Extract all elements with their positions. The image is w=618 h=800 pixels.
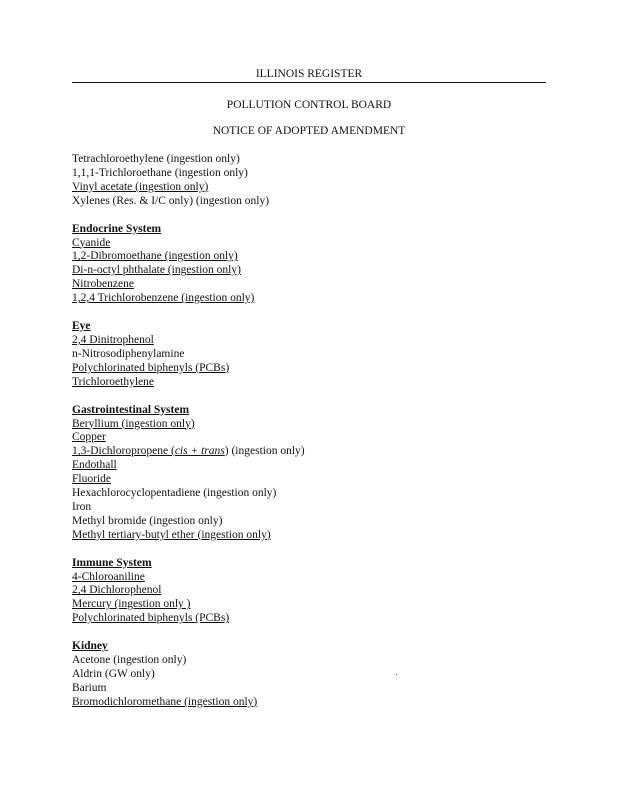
list-item: 2,4 Dinitrophenol [72,333,154,346]
list-item [72,529,546,543]
list-item: Methyl bromide (ingestion only) [72,514,223,527]
list-item: Copper [72,431,106,444]
list-item: Iron [72,500,92,513]
list-item: Tetrachloroethylene (ingestion only) [72,153,240,165]
list-item: Aldrin (GW only) [72,668,155,680]
list-item: Endothall [72,459,117,472]
list-item [72,362,546,376]
section-heading: Kidney [72,640,108,653]
section-eye [72,320,546,390]
section-heading: Gastrointestinal System [72,403,190,416]
list-item: Fluoride [72,473,111,486]
list-item: n-Nitrosodiphenylamine [72,347,185,360]
list-item: Polychlorinated biphenyls (PCBs) [72,612,230,625]
section-heading: Eye [72,320,91,333]
list-item-text: Methyl tertiary-butyl ether (ingestion only) [72,528,271,541]
section-endocrine [72,223,546,306]
scan-speck [396,674,397,675]
section-gastrointestinal [72,404,546,543]
list-item: 1,2,4 Trichlorobenzene (ingestion only) [72,292,255,305]
board-name: POLLUTION CONTROL BOARD [226,99,392,111]
list-item-suffix: ) (ingestion only) [224,445,305,458]
intro-list [72,153,546,209]
list-item: Acetone (ingestion only) [72,654,187,667]
list-item-italic: cis + trans [174,445,225,458]
notice-title: NOTICE OF ADOPTED AMENDMENT [212,125,406,137]
list-item: Barium [72,681,107,694]
list-item: Bromodichloromethane (ingestion only) [72,695,258,708]
list-item-text: Polychlorinated biphenyls (PCBs) [72,361,230,374]
list-item: Nitrobenzene [72,278,134,291]
list-item: Di-n-octyl phthalate (ingestion only) [72,264,241,277]
list-item: Mercury (ingestion only ) [72,598,191,611]
section-kidney [72,640,546,710]
list-item: Vinyl acetate (ingestion only) [72,180,209,193]
list-item: Trichloroethylene [72,375,154,388]
list-item: 4-Chloroaniline [72,570,145,583]
register-title: ILLINOIS REGISTER [72,68,546,83]
list-item-text: 1,3-Dichloropropene ( [72,445,175,458]
list-item: 2,4 Dichlorophenol [72,584,162,597]
list-item: Cyanide [72,236,111,249]
page-header [72,68,546,138]
list-item: Hexachlorocyclopentadiene (ingestion only) [72,487,277,500]
list-item: Beryllium (ingestion only) [72,417,195,430]
list-item: 1,1,1-Trichloroethane (ingestion only) [72,166,248,179]
section-heading: Endocrine System [72,222,162,235]
section-immune [72,557,546,627]
list-item [72,445,546,459]
list-item: Xylenes (Res. & I/C only) (ingestion only) [72,194,270,207]
list-item: 1,2-Dibromoethane (ingestion only) [72,250,238,263]
section-heading: Immune System [72,556,152,569]
document-body [72,153,546,710]
